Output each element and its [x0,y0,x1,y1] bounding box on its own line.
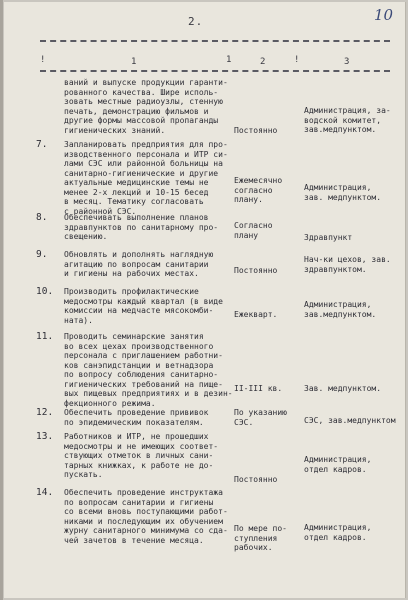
header-bottom-rule [40,70,390,72]
row-13-text: Работников и ИТР, не прошедших медосмотры и не имеющих соответ- ствующих отметок в личных сани- тарных книжках, к работе не до- пускать. [64,432,219,479]
row-13-number: 13. [36,431,54,442]
row-10-term: Ежекварт. [234,310,278,319]
row-10-number: 10. [36,286,54,297]
scan-edge [0,0,3,600]
row-9-responsible: Нач-ки цехов, зав. здравпунктом. [304,255,391,274]
row-12-text: Обеспечить проведение прививок по эпидемическим показателям. [64,408,209,427]
row-11-number: 11. [36,331,54,342]
row-9-term: Постоянно [234,266,278,275]
archive-number: 10 [374,6,394,24]
row-8-responsible: Здравпункт [304,233,353,242]
row-8-term: Согласно плану [234,221,273,240]
header-col-1: 1 [131,57,137,67]
header-separator-2: ! [294,55,300,65]
header-top-rule [40,40,390,42]
row-13-term: Постоянно [234,475,278,484]
row-7-number: 7. [36,139,48,150]
page-number: 2. [188,15,204,28]
row-12-responsible: СЭС, зав.медпунктом [304,416,396,425]
header-col-2: 2 [260,57,266,67]
row-continuation-term: Постоянно [234,126,278,135]
row-8-number: 8. [36,212,48,223]
row-7-responsible: Администрация, зав. медпунктом. [304,183,382,202]
row-12-number: 12. [36,407,54,418]
header-lead-separator: ! [40,55,46,65]
row-9-number: 9. [36,249,48,260]
row-11-responsible: Зав. медпунктом. [304,384,382,393]
row-11-term: II-III кв. [234,384,283,393]
row-14-responsible: Администрация, отдел кадров. [304,523,372,542]
header-col-3: 3 [344,57,350,67]
row-10-responsible: Администрация, зав.медпунктом. [304,300,377,319]
row-14-term: По мере по- ступления рабочих. [234,524,287,552]
row-11-text: Проводить семинарские занятия во всех цехах производственного персонала с приглашением работни- ков санэпидстанции и ветнадзора по вопросу соблюдения санитарно- гигиенических требований на пище- вых пищевых предприятиях и в дезин- фекционного режима. [64,332,233,408]
row-continuation-responsible: Администрация, за- водской комитет, зав.медпунктом. [304,106,391,134]
row-14-text: Обеспечить проведение инструктажа по вопросам санитарии и гигиены со всеми вновь поступающими работ- никами и последующим их обучением журну санитарного минимума со сда- чей зачетов в течение месяца. [64,488,228,545]
row-13-responsible: Администрация, отдел кадров. [304,455,372,474]
document-page [4,2,406,598]
row-continuation-text: ваний и выпуске продукции гаранти- рованного качества. Шире исполь- зовать местные радиоузлы, стенную печать, демонстрацию фильмов и другие формы массовой пропаганды гигиенических знаний. [64,78,228,135]
row-9-text: Обновлять и дополнять наглядную агитацию по вопросам санитарии и гигиены на рабочих местах. [64,250,214,278]
row-10-text: Производить профилактические медосмотры каждый квартал (в виде комиссии на медчасте мясокомби- ната). [64,287,223,325]
row-14-number: 14. [36,487,54,498]
row-7-text: Запланировать предприятия для про- изводственного персонала и ИТР си- лами СЭС или районной больницы на санитарно-гигиенические и другие актуальные медицинские темы не менее 2-х лекций и 10-15 бесед в месяц. Тематику согласовать с районной СЭС. [64,140,228,216]
row-12-term: По указанию СЭС. [234,408,287,427]
row-8-text: Обеспечивать выполнение планов здравпунктов по санитарному про- свещению. [64,213,219,241]
row-7-term: Ежемесячно согласно плану. [234,176,283,204]
header-separator-1: 1 [226,55,232,65]
